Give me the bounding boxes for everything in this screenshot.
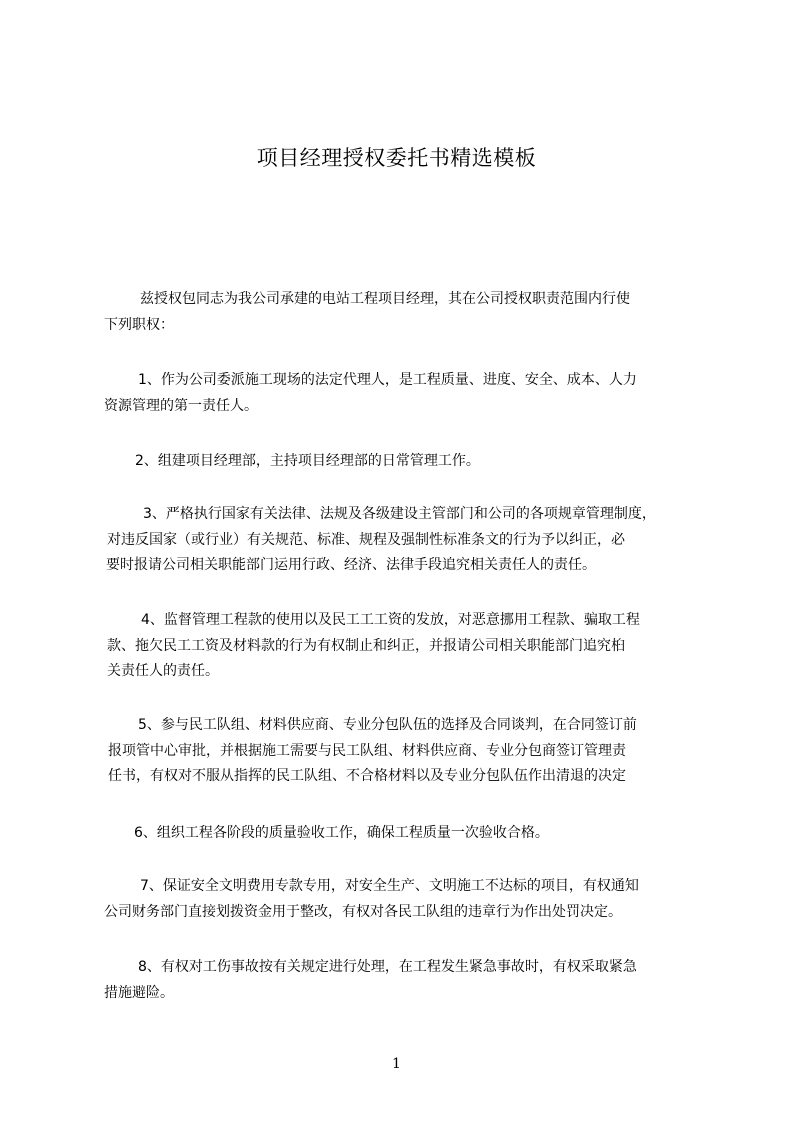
paragraph-item-8 [104,955,724,1006]
paragraph-item-2 [104,449,724,475]
paragraph-item-4 [104,608,724,685]
paragraph-line: 2、组建项目经理部，主持项目经理部的日常管理工作。 [135,453,480,469]
paragraph-line: 下列职权： [104,316,174,333]
paragraph-line: 4、监督管理工程款的使用以及民工工工资的发放，对恶意挪用工程款、骗取工程 [141,612,640,628]
paragraph-line: 要时报请公司相关职能部门运用行政、经济、法律手段追究相关责任人的责任。 [106,557,596,573]
paragraph-item-6 [104,821,724,847]
page-number: 1 [392,1056,401,1072]
paragraph-item-5 [104,713,724,790]
paragraph-line: 3、严格执行国家有关法律、法规及各级建设主管部门和公司的各项规章管理制度， [143,506,656,522]
paragraph-line: 兹授权包同志为我公司承建的电站工程项目经理，其在公司授权职责范围内行使 [140,291,630,307]
paragraph-line: 资源管理的第一责任人。 [104,397,258,414]
paragraph-line: 8、有权对工伤事故按有关规定进行处理，在工程发生紧急事故时，有权采取紧急 [138,959,637,975]
paragraph-item-7 [104,874,724,925]
paragraph-line: 任书，有权对不服从指挥的民工队组、不合格材料以及专业分包队伍作出清退的决定 [108,768,626,784]
paragraph-line: 款、拖欠民工工资及材料款的行为有权制止和纠正，并报请公司相关职能部门追究桕 [107,637,625,654]
paragraph-line: 措施避险。 [104,984,174,1001]
paragraph-line: 6、组织工程各阶段的质量验收工作，确保工程质量一次验收合格。 [134,825,549,841]
paragraph-item-3 [104,502,724,579]
paragraph-line: 7、保证安全文明费用专款专用，对安全生产、文明施工不达标的项目，有权通知 [140,878,639,894]
paragraph-line: 1、作为公司委派施工现场的法定代理人，是工程质量、进度、安全、成本、人力 [138,372,637,388]
paragraph-line: 公司财务部门直接划拨资金用于整改，有权对各民工队组的违章行为作出处罚决定。 [104,903,622,920]
paragraph-preamble [104,287,724,338]
document-title: 项目经理授权委托书精选模板 [256,146,537,170]
paragraph-line: 报项管中心审批，并根据施工需要与民工队组、材料供应商、专业分包商签订管理责 [108,742,626,759]
paragraph-line: 对违反国家（或行业）有关规范、标准、规程及强制性标准条文的行为予以纠正，必 [107,531,625,548]
paragraph-line: 5、参与民工队组、材料供应商、专业分包队伍的选择及合同谈判，在合同签订前 [138,717,637,733]
paragraph-item-1 [104,368,724,419]
paragraph-line: 关责任人的责任。 [107,663,219,679]
